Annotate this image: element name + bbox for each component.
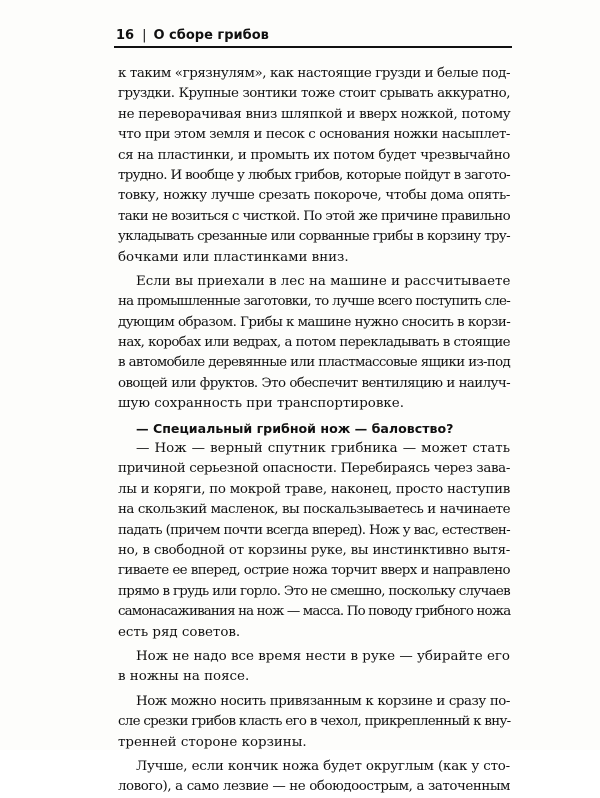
- body-text: [118, 64, 510, 798]
- text-line: дующим образом. Грибы к машине нужно сносить в корзи-: [118, 314, 511, 330]
- text-line: — Нож — верный спутник грибника — может стать: [136, 441, 510, 457]
- text-line: есть ряд советов.: [118, 624, 241, 640]
- text-line: бочками или пластинками вниз.: [118, 249, 349, 265]
- text-line: в ножны на поясе.: [118, 669, 250, 685]
- text-line: шую сохранность при транспортировке.: [118, 396, 404, 412]
- text-line: лы и коряги, по мокрой траве, наконец, просто наступив: [118, 481, 511, 497]
- text-line: таки не возиться с чисткой. По этой же причине правильно: [118, 208, 510, 224]
- text-line: что при этом земля и песок с основания ножки насыплет-: [118, 127, 510, 143]
- page-number: 16: [116, 27, 135, 43]
- text-line: лового), а само лезвие — не обоюдоострым, а заточенным: [118, 779, 510, 795]
- text-line: гиваете ее вперед, острие ножа торчит вверх и направлено: [118, 563, 510, 579]
- text-line: в автомобиле деревянные или пластмассовые ящики из-под: [118, 355, 510, 371]
- text-line: нах, коробах или ведрах, а потом перекладывать в стоящие: [118, 335, 510, 351]
- text-line: груздки. Крупные зонтики тоже стоит срывать аккуратно,: [118, 86, 510, 102]
- text-line: укладывать срезанные или сорванные грибы в корзину тру-: [118, 229, 510, 245]
- text-line: падать (причем почти всегда вперед). Нож у вас, естествен-: [118, 522, 510, 538]
- text-line: сле срезки грибов класть его в чехол, прикрепленный к вну-: [118, 714, 511, 730]
- text-line: на скользкий масленок, вы поскальзываетесь и начинаете: [118, 502, 510, 518]
- text-line: Нож можно носить привязанным к корзине и сразу по-: [136, 693, 510, 709]
- paragraph: [118, 692, 510, 753]
- paragraph: [118, 757, 510, 798]
- text-line: самонасаживания на нож — масса. По поводу грибного ножа: [118, 604, 511, 620]
- text-line: Лучше, если кончик ножа будет округлым (как у сто-: [136, 758, 510, 774]
- text-line: причиной серьезной опасности. Перебираясь через зава-: [118, 461, 510, 477]
- question-heading: [118, 419, 510, 439]
- chapter-title: О сборе грибов: [153, 27, 269, 43]
- paragraph: [118, 439, 510, 643]
- paragraph: [118, 647, 510, 688]
- text-line: овощей или фруктов. Это обеспечит вентиляцию и наилуч-: [118, 375, 510, 391]
- text-line: не переворачивая вниз шляпкой и вверх ножкой, потому: [118, 106, 511, 122]
- running-head: [116, 24, 510, 46]
- paragraph: [118, 272, 510, 415]
- text-line: тренней стороне корзины.: [118, 734, 307, 750]
- text-line: Если вы приехали в лес на машине и рассчитываете: [136, 273, 511, 289]
- text-line: прямо в грудь или горло. Это не смешно, поскольку случаев: [118, 583, 510, 599]
- text-line: Нож не надо все время нести в руке — убирайте его: [136, 648, 510, 664]
- text-line: к таким «грязнулям», как настоящие грузди и белые под-: [118, 66, 511, 81]
- text-line: — Специальный грибной нож — баловство?: [136, 420, 454, 436]
- text-line: товку, ножку лучше срезать покороче, чтобы дома опять-: [118, 188, 510, 204]
- text-line: на промышленные заготовки, то лучше всего поступить сле-: [118, 294, 510, 310]
- text-line: но, в свободной от корзины руке, вы инстинктивно вытя-: [118, 542, 510, 558]
- paragraph: [118, 64, 510, 268]
- header-separator: |: [142, 27, 147, 43]
- text-line: ся на пластинки, и промыть их потом будет чрезвычайно: [118, 147, 510, 163]
- header-rule: [114, 46, 512, 48]
- text-line: трудно. И вообще у любых грибов, которые пойдут в загото-: [118, 167, 510, 183]
